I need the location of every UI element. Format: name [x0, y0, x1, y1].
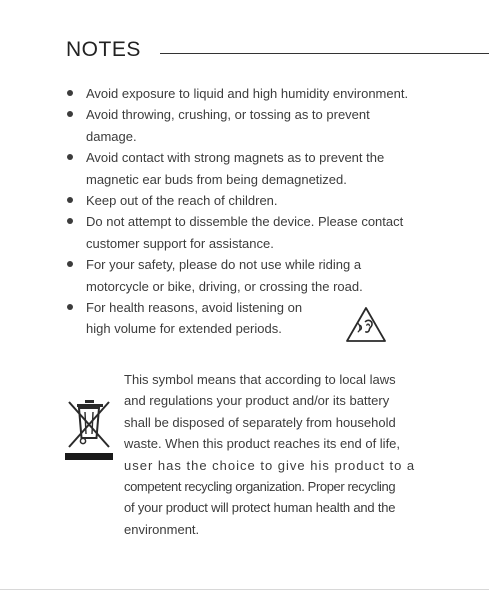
- bullet: [67, 111, 73, 117]
- notice-line: environment.: [124, 521, 200, 537]
- note-line: Avoid exposure to liquid and high humidity environment.: [86, 86, 409, 101]
- note-line: Avoid contact with strong magnets as to prevent the: [86, 150, 385, 166]
- note-line: motorcycle or bike, driving, or crossing the road.: [86, 278, 363, 294]
- note-line: Keep out of the reach of children.: [86, 193, 278, 209]
- hearing-warning-icon: [345, 306, 387, 344]
- title-rule: [160, 53, 489, 54]
- page-title: NOTES: [66, 38, 141, 61]
- note-line: Do not attempt to dissemble the device. Please contact: [86, 214, 404, 230]
- note-line: high volume for extended periods.: [86, 321, 282, 337]
- list-item: [66, 211, 426, 254]
- note-line: Avoid throwing, crushing, or tossing as to prevent: [86, 107, 370, 123]
- notice-line: shall be disposed of separately from household: [124, 414, 396, 430]
- list-item: [66, 104, 426, 147]
- notes-list: [66, 83, 426, 340]
- list-item: [66, 83, 426, 104]
- list-item: [66, 190, 426, 211]
- notes-header: [66, 38, 489, 68]
- note-line: customer support for assistance.: [86, 235, 274, 251]
- note-line: For health reasons, avoid listening on: [86, 300, 303, 316]
- list-item: [66, 254, 426, 297]
- notice-line: competent recycling organization. Proper recycling: [124, 479, 396, 495]
- notice-line: and regulations your product and/or its battery: [124, 393, 390, 409]
- notice-line: of your product will protect human health and the: [124, 500, 396, 516]
- bullet: [67, 197, 73, 203]
- note-line: For your safety, please do not use while riding a: [86, 257, 362, 273]
- crossed-out-wheelie-bin-icon: [65, 398, 113, 460]
- note-line: magnetic ear buds from being demagnetized.: [86, 171, 347, 187]
- recycling-notice: [124, 369, 420, 540]
- list-item: [66, 147, 426, 190]
- bullet: [67, 90, 73, 96]
- notice-line: waste. When this product reaches its end of life,: [124, 436, 401, 452]
- page-edge-line: [0, 589, 489, 590]
- bullet: [67, 154, 73, 160]
- notice-line: user has the choice to give his product to a: [124, 457, 416, 473]
- bullet: [67, 261, 73, 267]
- bullet: [67, 304, 73, 310]
- note-line: damage.: [86, 128, 137, 144]
- notice-line: This symbol means that according to local laws: [124, 372, 396, 387]
- bullet: [67, 218, 73, 224]
